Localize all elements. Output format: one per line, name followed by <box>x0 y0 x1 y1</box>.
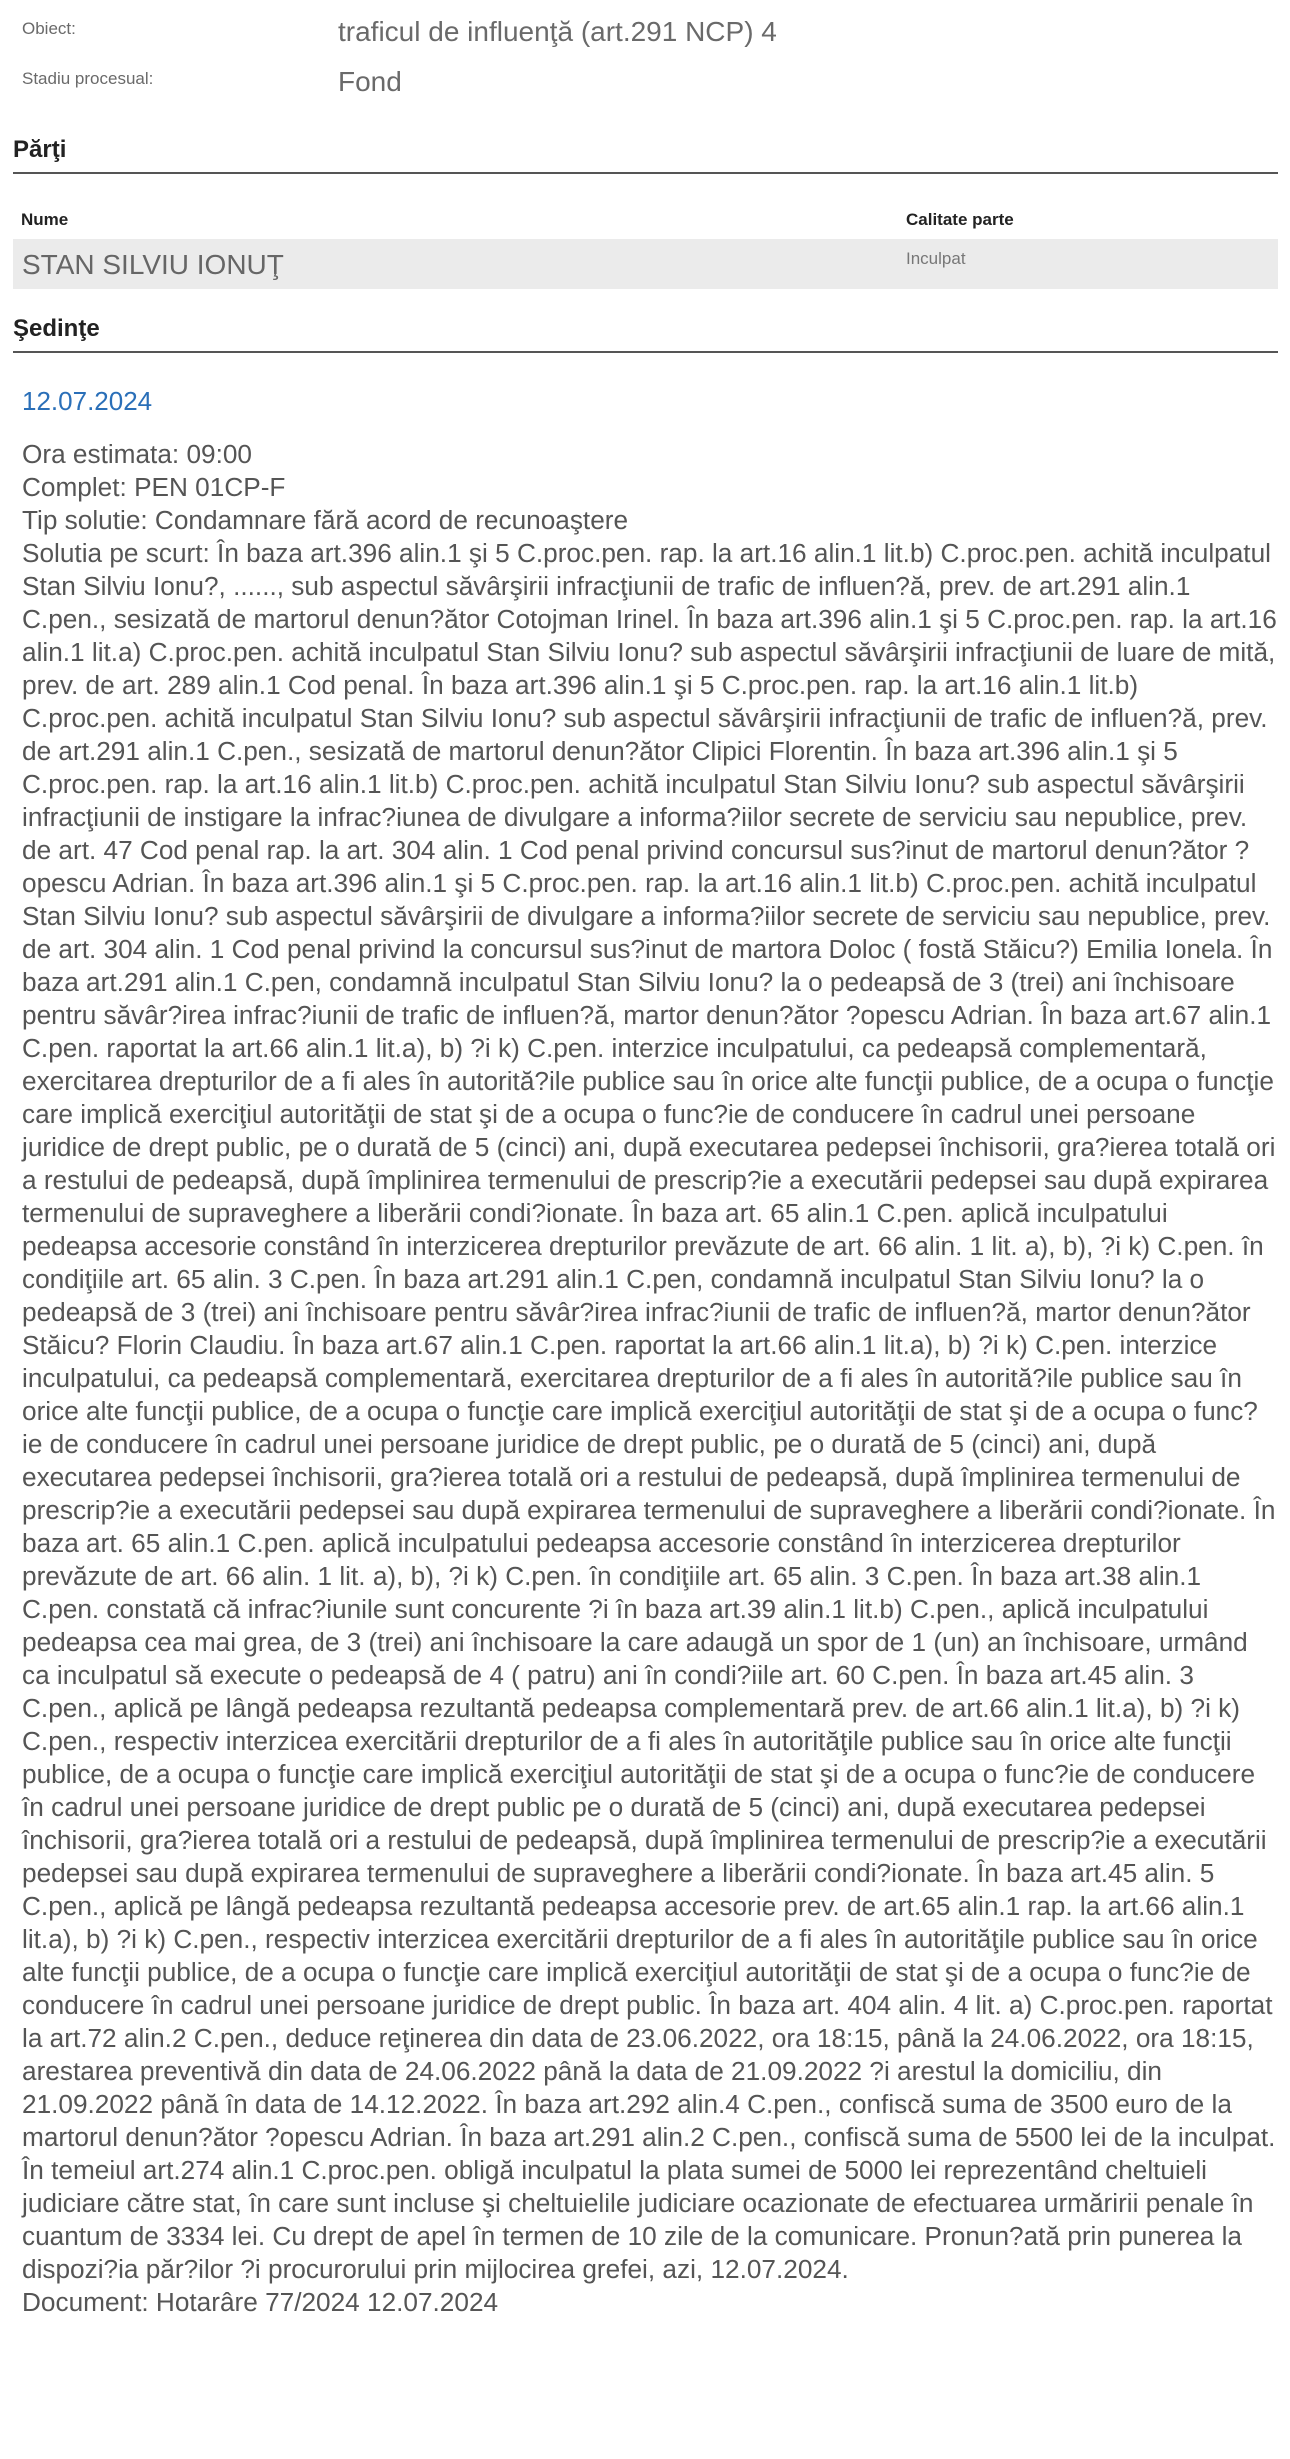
parties-section-title: Părţi <box>13 136 1278 174</box>
session-date: 12.07.2024 <box>22 386 153 416</box>
session-document: Document: Hotarâre 77/2024 12.07.2024 <box>22 2287 499 2317</box>
session-time: Ora estimata: 09:00 <box>22 439 252 469</box>
session-panel: Complet: PEN 01CP-F <box>22 472 286 502</box>
session-solution-summary: Solutia pe scurt: În baza art.396 alin.1 şi 5 C.proc.pen. rap. la art.16 alin.1 lit.b) C.proc.pen. achită inculpatul Stan Silviu Ionu?, ......, sub aspectul săvârşirii infracţiunii de trafic de influen?ă, prev. de art.291 alin.1 C.pen., sesizată de martorul denun?ător Cotojman Irinel. În baza art.396 alin.1 şi 5 C.proc.pen. rap. la art.16 alin.1 lit.a) C.proc.pen. achită inculpatul Stan Silviu Ionu? sub aspectul săvârşirii infracţiunii de luare de mită, prev. de art. 289 alin.1 Cod penal. În baza art.396 alin.1 şi 5 C.proc.pen. rap. la art.16 alin.1 lit.b) C.proc.pen. achită inculpatul Stan Silviu Ionu? sub aspectul săvârşirii infracţiunii de trafic de influen?ă, prev. de art.291 alin.1 C.pen., sesizată de martorul denun?ător Clipici Florentin. În baza art.396 alin.1 şi 5 C.proc.pen. rap. la art.16 alin.1 lit.b) C.proc.pen. achită inculpatul Stan Silviu Ionu? sub aspectul săvârşirii infracţiunii de instigare la infrac?iunea de divulgare a informa?iilor secrete de serviciu sau nepublice, prev. de art. 47 Cod penal rap. la art. 304 alin. 1 Cod penal privind concursul sus?inut de martorul denun?ător ?opescu Adrian. În baza art.396 alin.1 şi 5 C.proc.pen. rap. la art.16 alin.1 lit.b) C.proc.pen. achită inculpatul Stan Silviu Ionu? sub aspectul săvârşirii de divulgare a informa?iilor secrete de serviciu sau nepublice, prev. de art. 304 alin. 1 Cod penal privind la concursul sus?inut de martora Doloc ( fostă Stăicu?) Emilia Ionela. În baza art.291 alin.1 C.pen, condamnă inculpatul Stan Silviu Ionu? la o pedeapsă de 3 (trei) ani închisoare pentru săvâr?irea infrac?iunii de trafic de influen?ă, martor denun?ător ?opescu Adrian. În baza art.67 alin.1 C.pen. raportat la art.66 alin.1 lit.a), b) ?i k) C.pen. interzice inculpatului, ca pedeapsă complementară, exercitarea drepturilor de a fi ales în autorită?ile publice sau în orice alte funcţii publice, de a ocupa o funcţie care implică exerciţiul autorităţii de stat şi de a ocupa o func?ie de conducere în cadrul unei persoane juridice de drept public, pe o durată de 5 (cinci) ani, după executarea pedepsei închisorii, gra?ierea totală ori a restului de pedeapsă, după împlinirea termenului de prescrip?ie a executării pedepsei sau după expirarea termenului de supraveghere a liberării condi?ionate. În baza art. 65 alin.1 C.pen. aplică inculpatului pedeapsa accesorie constând în interzicerea drepturilor prevăzute de art. 66 alin. 1 lit. a), b), ?i k) C.pen. în condiţiile art. 65 alin. 3 C.pen. În baza art.291 alin.1 C.pen, condamnă inculpatul Stan Silviu Ionu? la o pedeapsă de 3 (trei) ani închisoare pentru săvâr?irea infrac?iunii de trafic de influen?ă, martor denun?ător Stăicu? Florin Claudiu. În baza art.67 alin.1 C.pen. raportat la art.66 alin.1 lit.a), b) ?i k) C.pen. interzice inculpatului, ca pedeapsă complementară, exercitarea drepturilor de a fi ales în autorită?ile publice sau în orice alte funcţii publice, de a ocupa o funcţie care implică exerciţiul autorităţii de stat şi de a ocupa o func?ie de conducere în cadrul unei persoane juridice de drept public, pe o durată de 5 (cinci) ani, după executarea pedepsei închisorii, gra?ierea totală ori a restului de pedeapsă, după împlinirea termenului de prescrip?ie a executării pedepsei sau după expirarea termenului de supraveghere a liberării condi?ionate. În baza art. 65 alin.1 C.pen. aplică inculpatului pedeapsa accesorie constând în interzicerea drepturilor prevăzute de art. 66 alin. 1 lit. a), b), ?i k) C.pen. în condiţiile art. 65 alin. 3 C.pen. În baza art.38 alin.1 C.pen. constată că infrac?iunile sunt concurente ?i în baza art.39 alin.1 lit.b) C.pen., aplică inculpatului pedeapsa cea mai grea, de 3 (trei) ani închisoare la care adaugă un spor de 1 (un) an închisoare, urmând ca inculpatul să execute o pedeapsă de 4 ( patru) ani în condi?iile art. 60 C.pen. În baza art.45 alin. 3 C.pen., aplică pe lângă pedeapsa rezultantă pedeapsa complementară prev. de art.66 alin.1 lit.a), b) ?i k) C.pen., respectiv interzicea exercitării drepturilor de a fi ales în autorităţile publice sau în orice alte funcţii publice, de a ocupa o funcţie care implică exerciţiul autorităţii de stat şi de a ocupa o func?ie de conducere în cadrul unei persoane juridice de drept public pe o durată de 5 (cinci) ani, după executarea pedepsei închisorii, gra?ierea totală ori a restului de pedeapsă, după împlinirea termenului de prescrip?ie a executării pedepsei sau după expirarea termenului de supraveghere a liberării condi?ionate. În baza art.45 alin. 5 C.pen., aplică pe lângă pedeapsa rezultantă pedeapsa accesorie prev. de art.65 alin.1 rap. la art.66 alin.1 lit.a), b) ?i k) C.pen., respectiv interzicea exercitării drepturilor de a fi ales în autorităţile publice sau în orice alte funcţii publice, de a ocupa o funcţie care implică exerciţiul autorităţii de stat şi de a ocupa o func?ie de conducere în cadrul unei persoane juridice de drept public. În baza art. 404 alin. 4 lit. a) C.proc.pen. raportat la art.72 alin.2 C.pen., deduce reţinerea din data de 23.06.2022, ora 18:15, până la 24.06.2022, ora 18:15, arestarea preventivă din data de 24.06.2022 până la data de 21.09.2022 ?i arestul la domiciliu, din 21.09.2022 până în data de 14.12.2022. În baza art.292 alin.4 C.pen., confiscă suma de 3500 euro de la martorul denun?ător ?opescu Adrian. În baza art.291 alin.2 C.pen., confiscă suma de 5500 lei de la inculpat. În temeiul art.274 alin.1 C.proc.pen. obligă inculpatul la plata sumei de 5000 lei reprezentând cheltuieli judiciare către stat, în care sunt incluse şi cheltuielile judiciare ocazionate de efectuarea urmăririi penale în cuantum de 3334 lei. Cu drept de apel în termen de 10 zile de la comunicare. Pronun?ată prin punerea la dispozi?ia păr?ilor ?i procurorului prin mijlocirea grefei, azi, 12.07.2024. <box>22 538 1277 2284</box>
case-stage-label: Stadiu procesual: <box>22 69 154 88</box>
session-details <box>22 438 1277 2319</box>
party-role: Inculpat <box>906 249 966 268</box>
case-object-label: Obiect: <box>22 19 76 38</box>
session-solution-type: Tip solutie: Condamnare fără acord de recunoaştere <box>22 505 629 535</box>
case-object-value: traficul de influenţă (art.291 NCP) 4 <box>338 16 777 47</box>
column-header-name: Nume <box>21 210 69 229</box>
party-name: STAN SILVIU IONUŢ <box>22 249 284 280</box>
table-row <box>13 239 1278 289</box>
sessions-section-title: Şedinţe <box>13 315 1278 353</box>
case-stage-value: Fond <box>338 66 402 97</box>
column-header-role: Calitate parte <box>906 210 1014 229</box>
